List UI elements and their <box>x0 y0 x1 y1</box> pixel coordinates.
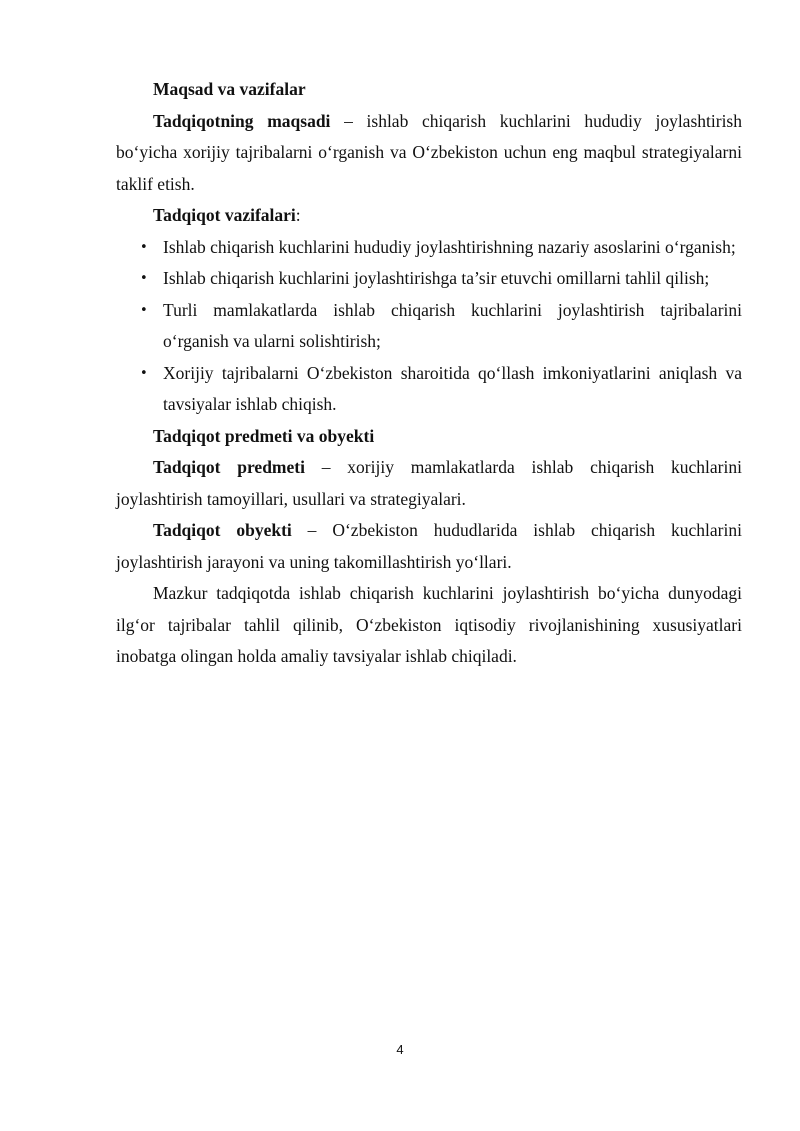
tasks-list <box>116 232 742 421</box>
task-text: Xorijiy tajribalarni O‘zbekiston sharoitida qo‘llash imkoniyatlarini aniqlash va tavsiyalar ishlab chiqish. <box>163 362 742 414</box>
goal-paragraph <box>116 106 742 201</box>
page-body <box>116 74 742 673</box>
list-item <box>116 263 742 295</box>
subject-text: – xorijiy mamlakatlarda ishlab chiqarish kuchlarini joylashtirish tamoyillari, usullari va strategiyalari. <box>116 457 742 509</box>
object-text: – O‘zbekiston hududlarida ishlab chiqarish kuchlarini joylashtirish jarayoni va uning takomillashtirish yo‘llari. <box>116 520 742 572</box>
goal-text: – ishlab chiqarish kuchlarini hududiy joylashtirish bo‘yicha xorijiy tajribalarni o‘rganish va O‘zbekiston uchun eng maqbul strategiyalarni taklif etish. <box>116 110 742 194</box>
task-text: Turli mamlakatlarda ishlab chiqarish kuchlarini joylashtirish tajribalarini o‘rganish va ularni solishtirish; <box>163 299 742 351</box>
task-text: Ishlab chiqarish kuchlarini joylashtirishga ta’sir etuvchi omillarni tahlil qilish; <box>163 268 710 288</box>
page-number: 4 <box>396 1042 404 1057</box>
tasks-label: Tadqiqot vazifalari <box>153 205 296 225</box>
tasks-colon: : <box>295 205 301 225</box>
section-heading-goals: Maqsad va vazifalar <box>153 79 306 99</box>
conclusion-paragraph: Mazkur tadqiqotda ishlab chiqarish kuchlarini joylashtirish bo‘yicha dunyodagi ilg‘or tajribalar tahlil qilinib, O‘zbekiston iqtisodiy rivojlanishining xususiyatlari inobatga olingan holda amaliy tavsiyalar ishlab chiqiladi. <box>116 583 742 666</box>
task-text: Ishlab chiqarish kuchlarini hududiy joylashtirishning nazariy asoslarini o‘rganish; <box>163 236 736 257</box>
bullet-icon: • <box>140 302 148 318</box>
goal-label: Tadqiqotning maqsadi <box>153 110 331 131</box>
bullet-icon: • <box>140 365 148 381</box>
subject-object-heading: Tadqiqot predmeti va obyekti <box>153 425 375 446</box>
list-item <box>116 358 742 421</box>
bullet-icon: • <box>140 271 148 286</box>
object-paragraph <box>116 515 742 578</box>
subject-label: Tadqiqot predmeti <box>153 457 305 477</box>
bullet-icon: • <box>140 239 148 255</box>
list-item <box>116 232 742 264</box>
list-item <box>116 295 742 358</box>
tasks-heading <box>116 200 742 232</box>
object-label: Tadqiqot obyekti <box>153 520 292 540</box>
subject-paragraph <box>116 452 742 515</box>
